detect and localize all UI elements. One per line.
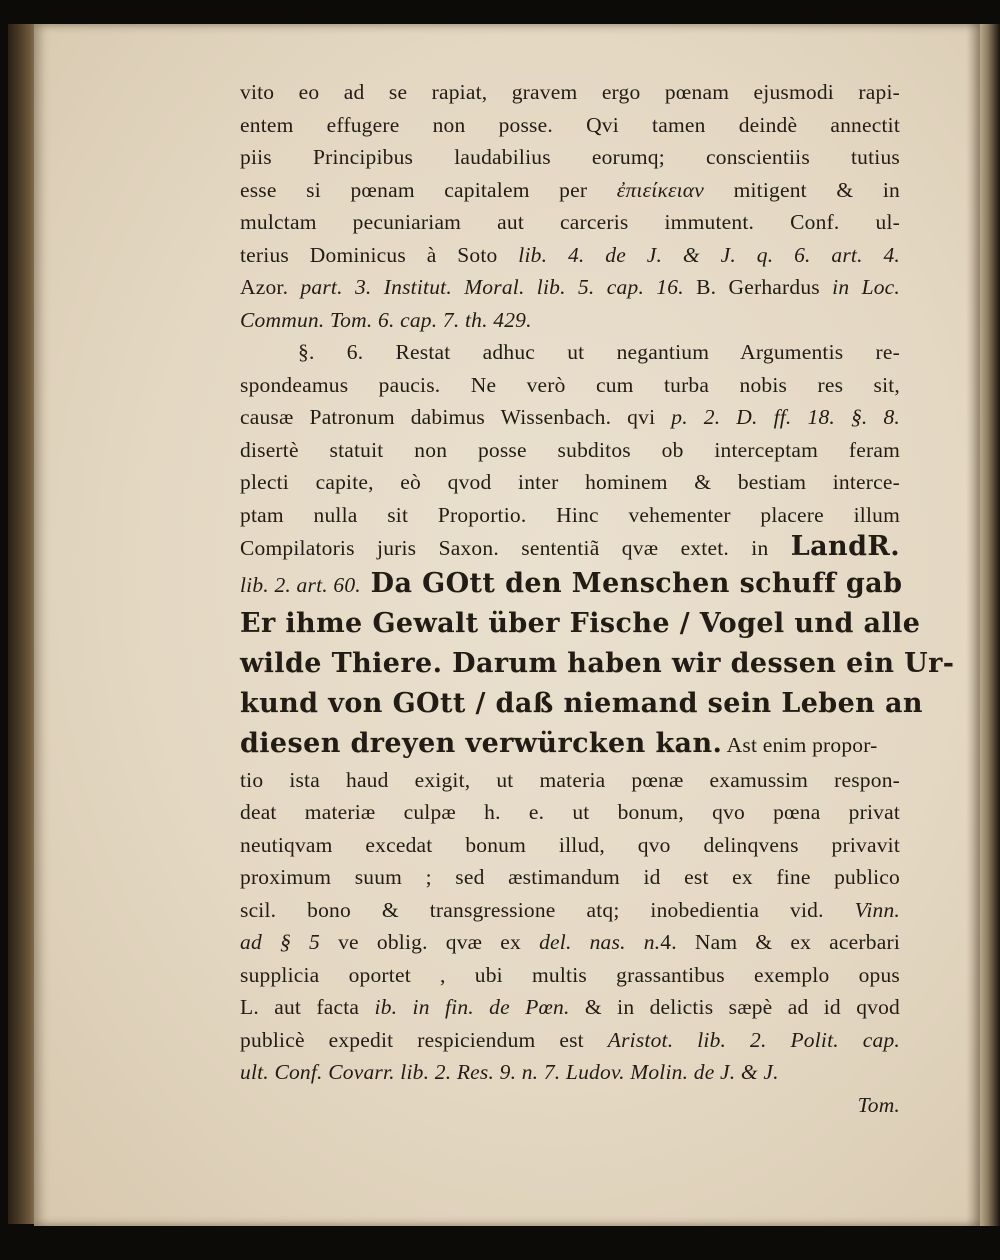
citation-text: lib. 2. art. 60. (240, 572, 361, 597)
text-segment: tio ista haud exigit, ut materia pœnæ examussim respon- (240, 767, 900, 792)
text-line (240, 724, 900, 764)
citation-text: Tom. (857, 1092, 900, 1117)
citation-text: ad § 5 (240, 930, 320, 954)
citation-text: part. 3. Institut. Moral. lib. 5. cap. 16. (300, 275, 684, 299)
body-text (240, 76, 955, 1121)
text-line (240, 1089, 900, 1122)
text-segment: ve oblig. qvæ ex (320, 930, 540, 954)
citation-text: ib. in fin. de Pœn. (374, 995, 570, 1019)
fraktur-text: Er ihme Gewalt über Fische / Vogel und alle (240, 607, 921, 639)
text-segment: Ast enim propor- (722, 732, 878, 757)
text-segment: esse si pœnam capitalem per (240, 177, 617, 202)
text-line (240, 174, 900, 207)
text-segment: causæ Patronum dabimus Wissenbach. qvi (240, 405, 672, 429)
text-segment: B. Gerhardus (683, 275, 833, 299)
text-segment: deat materiæ culpæ h. e. ut bonum, qvo pœna privat (240, 800, 900, 824)
text-line (240, 239, 900, 272)
text-segment: terius Dominicus à Soto (240, 242, 519, 267)
text-segment: piis Principibus laudabilius eorumq; conscientiis tutius (240, 145, 900, 169)
text-line (240, 1056, 900, 1089)
fraktur-text: Da GOtt den Menschen schuff gab (360, 567, 903, 599)
text-line (240, 369, 900, 402)
text-segment: mulctam pecuniariam aut carceris immutent. Conf. ul- (240, 210, 900, 234)
text-line (240, 141, 900, 174)
text-segment: spondeamus paucis. Ne verò cum turba nobis res sit, (240, 372, 900, 397)
text-segment: plecti capite, eò qvod inter hominem & bestiam interce- (240, 470, 900, 494)
fraktur-text: kund von GOtt / daß niemand sein Leben an (240, 687, 923, 719)
citation-text: lib. 4. de J. & J. q. 6. art. 4. (518, 242, 900, 267)
text-segment: scil. bono & transgressione atq; inobedientia vid. (240, 897, 855, 922)
text-segment: proximum suum ; sed æstimandum id est ex fine publico (240, 865, 900, 889)
text-segment: Compilatoris juris Saxon. sententiã qvæ extet. in (240, 536, 791, 560)
text-segment: supplicia oportet , ubi multis grassantibus exemplo opus (240, 962, 900, 987)
citation-text: Aristot. lib. 2. Polit. cap. (607, 1027, 900, 1052)
text-line (240, 271, 900, 304)
text-line (240, 796, 900, 829)
citation-text: in Loc. (832, 275, 900, 299)
text-line (240, 304, 900, 337)
text-segment: L. aut facta (240, 995, 375, 1019)
text-segment: ptam nulla sit Proportio. Hinc vehementer placere illum (240, 502, 900, 527)
text-line (240, 644, 955, 684)
text-segment: mitigent & in (704, 177, 900, 202)
page-edge (980, 24, 1000, 1226)
text-line (240, 926, 900, 959)
text-line (240, 76, 900, 109)
text-line (240, 531, 900, 564)
text-line (240, 829, 900, 862)
citation-text: Commun. Tom. 6. cap. 7. th. 429. (240, 307, 532, 332)
text-line (240, 466, 900, 499)
text-line (240, 764, 900, 797)
text-line (240, 564, 903, 604)
fraktur-text: diesen dreyen verwürcken kan. (240, 727, 723, 759)
text-segment: neutiqvam excedat bonum illud, qvo delinqvens privavit (240, 832, 900, 857)
text-segment: vito eo ad se rapiat, gravem ergo pœnam ejusmodi rapi- (240, 80, 900, 104)
citation-text: ult. Conf. Covarr. lib. 2. Res. 9. n. 7. Ludov. Molin. de J. & J. (240, 1060, 779, 1084)
text-segment: 4. Nam & ex acerbari (660, 930, 901, 954)
fraktur-text: wilde Thiere. Darum haben wir dessen ein Ur- (240, 647, 955, 679)
text-line (240, 499, 900, 532)
text-segment: publicè expedit respiciendum est (240, 1027, 608, 1052)
book-binding (8, 24, 36, 1224)
text-line (240, 401, 900, 434)
text-segment: disertè statuit non posse subditos ob interceptam feram (240, 437, 900, 462)
text-line (240, 336, 900, 369)
text-line (240, 434, 900, 467)
text-line (240, 109, 900, 142)
text-line (240, 991, 900, 1024)
citation-text: p. 2. D. ff. 18. §. 8. (671, 405, 900, 429)
citation-text: ἐπιείκειαν (616, 177, 705, 202)
text-line (240, 861, 900, 894)
text-segment: & in delictis sæpè ad id qvod (569, 995, 901, 1019)
text-line (240, 959, 900, 992)
citation-text: Vinn. (854, 897, 900, 922)
text-line (240, 1024, 900, 1057)
text-segment: §. 6. Restat adhuc ut negantium Argumentis re- (298, 340, 900, 364)
text-line (240, 604, 921, 644)
text-segment: Azor. (240, 275, 301, 299)
text-line (240, 894, 900, 927)
citation-text: del. nas. n. (539, 930, 661, 954)
fraktur-text: LandR. (790, 531, 900, 562)
text-segment: entem effugere non posse. Qvi tamen deindè annectit (240, 112, 900, 137)
text-line (240, 206, 900, 239)
text-line (240, 684, 923, 724)
